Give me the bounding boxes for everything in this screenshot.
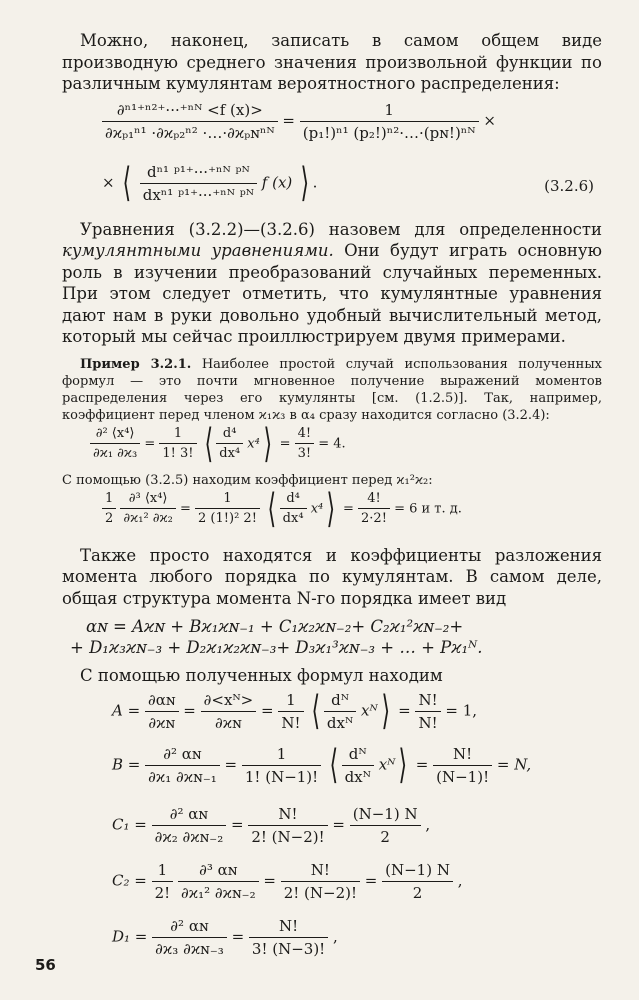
paragraph-intro: Можно, наконец, записать в самом общем виде производную среднего значения произвольной функции по различным кумулянтам вероятностного распределения:	[62, 31, 602, 93]
equation-number: (3.2.6)	[544, 176, 594, 195]
alpha-n-line2: + D₁ϰ₃ϰɴ₋₃ + D₂ϰ₁ϰ₂ϰɴ₋₃+ D₃ϰ₁³ϰɴ₋₃ + … + Pϰ₁ᴺ.	[70, 638, 483, 657]
formula-A: A = $\frac{\text{∂αɴ}}{\text{∂ϰɴ}}$ = $\frac{\text{∂<xᴺ>}}{\text{∂ϰɴ}}$ = $\frac{1}{N!}$ ⟨ $\frac{\text{dᴺ}}{\text{dxᴺ}}$ xᴺ⟩ = $\frac{N!}{N!}$ = 1,	[112, 688, 478, 734]
equation-3-2-6-line1: $\frac{\text{∂ⁿ¹⁺ⁿ²⁺···⁺ⁿᴺ <f (x)>}}{\text{∂ϰₚ₁ⁿ¹ ·∂ϰₚ₂ⁿ² ·…·∂ϰₚɴⁿᴺ}}$ = $\frac{1}{\text{(p₁!)ⁿ¹ (p₂!)ⁿ²·…·(pɴ!)ⁿᴺ}}$ ×	[62, 101, 602, 163]
rhs-fraction: $\frac{1}{\text{(p₁!)ⁿ¹ (p₂!)ⁿ²·…·(pɴ!)ⁿᴺ}}$	[300, 101, 479, 142]
page-number: 56	[35, 956, 56, 974]
example-label: Пример 3.2.1.	[80, 356, 192, 372]
equation-3-2-6-line2: × ⟨ $\frac{\text{dⁿ¹ ᵖ¹⁺···⁺ⁿᴺ ᵖᴺ}}{\text{dxⁿ¹ ᵖ¹⁺···⁺ⁿᴺ ᵖᴺ}}$ f (x) ⟩ . (3.2.6)	[102, 160, 594, 206]
example-equation-2: $\frac{1}{2}$ $\frac{\text{∂³ ⟨x⁴⟩}}{\text{∂ϰ₁² ∂ϰ₂}}$ = $\frac{1}{\text{2 (1!)² 2!}}$ ⟨ $\frac{\text{d⁴}}{\text{dx⁴}}$ x⁴⟩ = $\frac{4!}{2\cdot 2!}$ = 6 и т. д.	[62, 489, 602, 539]
lhs-fraction: $\frac{\text{∂ⁿ¹⁺ⁿ²⁺···⁺ⁿᴺ <f (x)>}}{\text{∂ϰₚ₁ⁿ¹ ·∂ϰₚ₂ⁿ² ·…·∂ϰₚɴⁿᴺ}}$	[102, 101, 278, 142]
formula-B: B = $\frac{\text{∂² αɴ}}{\text{∂ϰ₁ ∂ϰɴ₋₁}}$ = $\frac{1}{1! (N-1)!}$ ⟨ $\frac{\text{dᴺ}}{\text{dxᴺ}}$ xᴺ⟩ = $\frac{N!}{(N-1)!}$ = N,	[112, 742, 532, 788]
paragraph-found: С помощью полученных формул находим	[80, 666, 443, 685]
derivative-fraction: $\frac{\text{dⁿ¹ ᵖ¹⁺···⁺ⁿᴺ ᵖᴺ}}{\text{dxⁿ¹ ᵖ¹⁺···⁺ⁿᴺ ᵖᴺ}}$	[140, 163, 257, 204]
paragraph-cumulant-equations: Уравнения (3.2.2)—(3.2.6) назовем для определенности кумулянтными уравнениями. Они будут играть основную роль в изучении преобразований случайных переменных. При этом следует отметить, что кумулянтные уравнения дают нам в руки довольно удобный вычислительный метод, который мы сейчас проиллюстрируем двумя примерами.	[62, 219, 602, 346]
alpha-n-line1: αɴ = Aϰɴ + Bϰ₁ϰɴ₋₁ + C₁ϰ₂ϰɴ₋₂+ C₂ϰ₁²ϰɴ₋₂+	[86, 617, 464, 636]
formula-D1: D₁ = $\frac{\text{∂² αɴ}}{\text{∂ϰ₃ ∂ϰɴ₋₃}}$ = $\frac{N!}{3! (N-3)!}$ ,	[112, 916, 338, 958]
example-equation-1: $\frac{\text{∂² ⟨x⁴⟩}}{\text{∂ϰ₁ ∂ϰ₃}}$ = $\frac{1}{1! 3!}$ ⟨ $\frac{\text{d⁴}}{\text{dx⁴}}$ x⁴⟩ = $\frac{4!}{3!}$ = 4.	[62, 424, 602, 472]
example-mid-text: С помощью (3.2.5) находим коэффициент перед ϰ₁²ϰ₂:	[62, 472, 433, 488]
paragraph-moment-structure: Также просто находятся и коэффициенты разложения момента любого порядка по кумулянтам. В самом деле, общая структура момента N-го порядка имеет вид	[62, 545, 602, 608]
formula-C1: C₁ = $\frac{\text{∂² αɴ}}{\text{∂ϰ₂ ∂ϰɴ₋₂}}$ = $\frac{N!}{2! (N-2)!}$ = $\frac{(N-1) N}{2}$ ,	[112, 804, 431, 846]
example-3-2-1: Пример 3.2.1. Наиболее простой случай использования полученных формул — это почти мгновенное получение выражений моментов распределения через его кумулянты [см. (1.2.5)]. Так, например, коэффициент перед членом ϰ₁ϰ₃ в α₄ сразу находится согласно (3.2.4):	[62, 356, 603, 423]
page-body	[62, 30, 602, 973]
formula-C2: C₂ = $\frac{1}{2!}$ $\frac{\text{∂³ αɴ}}{\text{∂ϰ₁² ∂ϰɴ₋₂}}$ = $\frac{N!}{2! (N-2)!}$ = $\frac{(N-1) N}{2}$ ,	[112, 860, 463, 902]
